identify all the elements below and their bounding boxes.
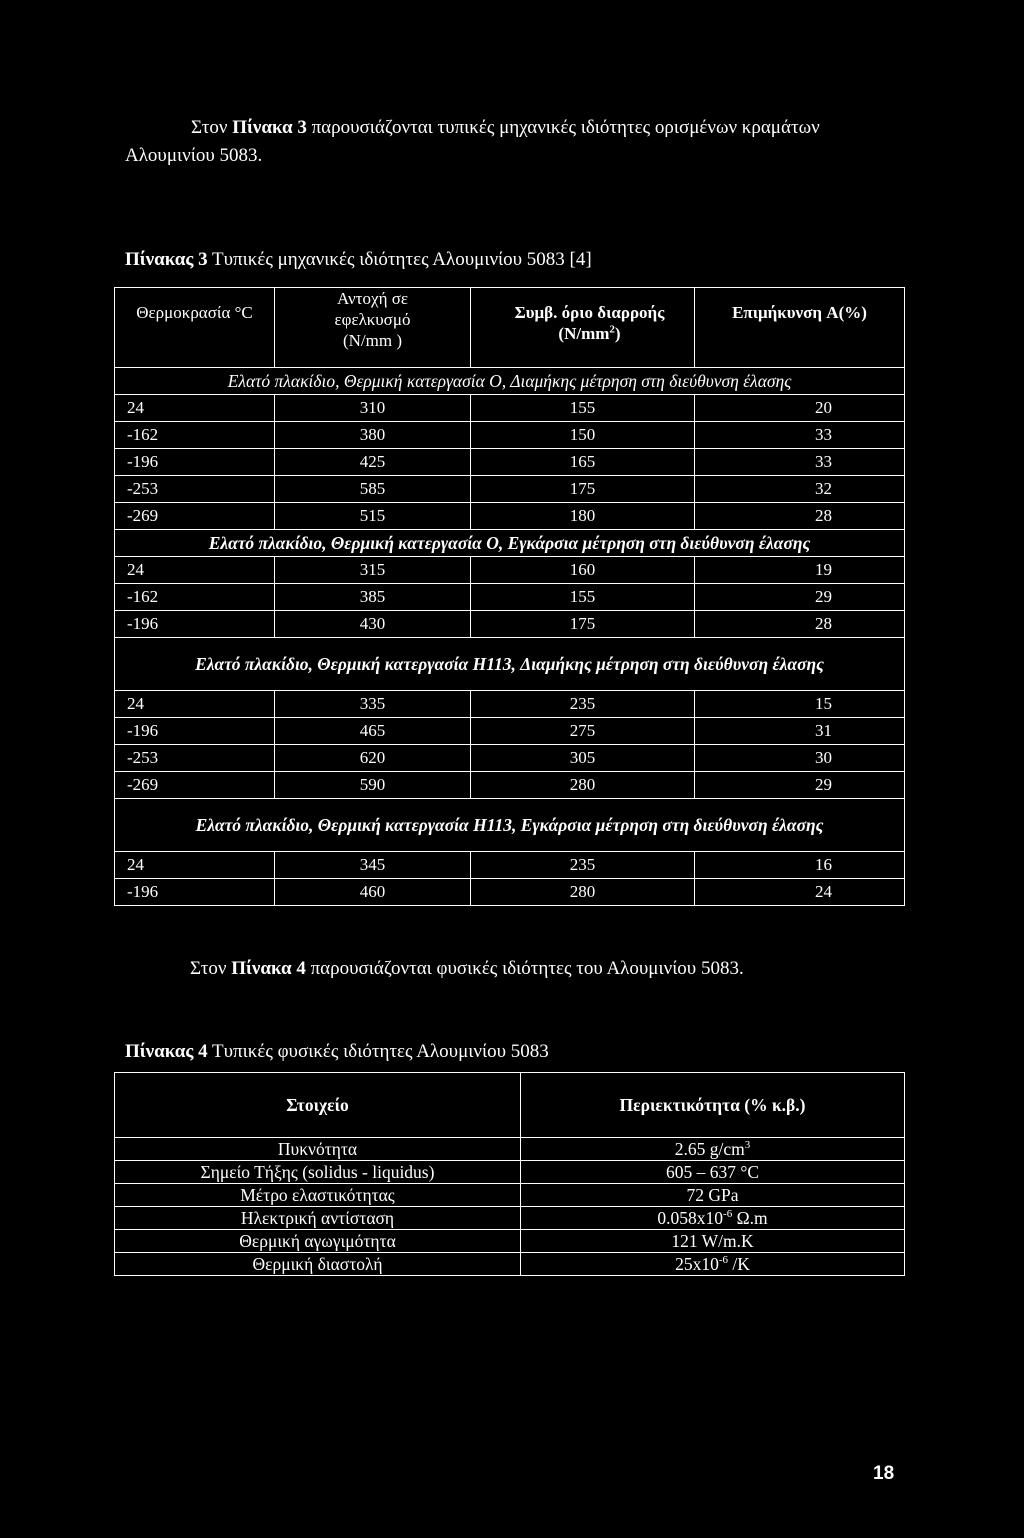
tensile-cell: 385 — [275, 584, 471, 611]
table-row — [115, 395, 905, 422]
yield-cell: 275 — [471, 718, 695, 745]
table4-caption-label: Πίνακας 4 — [125, 1041, 208, 1062]
header-element — [115, 1073, 521, 1138]
section-header-row — [115, 530, 905, 557]
elongation-cell: 33 — [695, 422, 905, 449]
header-yield-suffix: ) — [614, 324, 621, 343]
elongation-cell: 30 — [695, 745, 905, 772]
tensile-cell: 515 — [275, 503, 471, 530]
temperature-cell: -162 — [115, 584, 275, 611]
property-name-cell: Σημείο Τήξης (solidus - liquidus) — [115, 1161, 521, 1184]
temperature-cell: 24 — [115, 557, 275, 584]
table4-caption — [125, 1040, 549, 1064]
yield-cell: 155 — [471, 395, 695, 422]
property-value-exponent: -6 — [718, 1254, 729, 1267]
table-row — [115, 503, 905, 530]
table-row — [115, 584, 905, 611]
property-value: 25x10 — [675, 1254, 719, 1274]
temperature-cell: 24 — [115, 395, 275, 422]
property-value-cell — [521, 1207, 905, 1230]
yield-cell: 175 — [471, 611, 695, 638]
section-title: Ελατό πλακίδιο, Θερμική κατεργασία Ο, Εγκάρσια μέτρηση στη διεύθυνση έλασης — [115, 530, 905, 557]
tensile-cell: 425 — [275, 449, 471, 476]
yield-cell: 155 — [471, 584, 695, 611]
yield-cell: 165 — [471, 449, 695, 476]
property-name-cell: Θερμική αγωγιμότητα — [115, 1230, 521, 1253]
yield-cell: 280 — [471, 879, 695, 906]
temperature-cell: 24 — [115, 691, 275, 718]
section-title: Ελατό πλακίδιο, Θερμική κατεργασία Ο, Διαμήκης μέτρηση στη διεύθυνση έλασης — [115, 368, 905, 395]
table-row — [115, 1230, 905, 1253]
tensile-cell: 335 — [275, 691, 471, 718]
tensile-cell: 590 — [275, 772, 471, 799]
intro-paragraph-table3 — [125, 114, 905, 170]
intro3-suffix: παρουσιάζονται τυπικές μηχανικές ιδιότητες ορισμένων κραμάτων Αλουμινίου 5083. — [125, 117, 820, 166]
temperature-cell: -269 — [115, 503, 275, 530]
section-title: Ελατό πλακίδιο, Θερμική κατεργασία H113, Εγκάρσια μέτρηση στη διεύθυνση έλασης — [115, 799, 905, 852]
table-row — [115, 879, 905, 906]
header-element-text: Στοιχείο — [286, 1094, 349, 1115]
table3-caption — [125, 248, 592, 272]
elongation-cell: 16 — [695, 852, 905, 879]
yield-cell: 305 — [471, 745, 695, 772]
property-value-exponent: 3 — [744, 1139, 751, 1152]
table-row — [115, 1138, 905, 1161]
temperature-cell: -196 — [115, 718, 275, 745]
yield-cell: 160 — [471, 557, 695, 584]
intro-paragraph-table4 — [190, 955, 970, 983]
elongation-cell: 28 — [695, 611, 905, 638]
elongation-cell: 29 — [695, 772, 905, 799]
table-row — [115, 718, 905, 745]
property-name-cell: Ηλεκτρική αντίσταση — [115, 1207, 521, 1230]
yield-cell: 235 — [471, 691, 695, 718]
table-row — [115, 852, 905, 879]
yield-cell: 150 — [471, 422, 695, 449]
tensile-cell: 585 — [275, 476, 471, 503]
elongation-cell: 29 — [695, 584, 905, 611]
temperature-cell: -269 — [115, 772, 275, 799]
temperature-cell: 24 — [115, 852, 275, 879]
header-temperature: Θερμοκρασία °C — [115, 288, 275, 368]
table3-caption-label: Πίνακας 3 — [125, 249, 208, 270]
elongation-cell: 31 — [695, 718, 905, 745]
tensile-cell: 345 — [275, 852, 471, 879]
property-value-cell — [521, 1184, 905, 1207]
property-name-cell: Πυκνότητα — [115, 1138, 521, 1161]
temperature-cell: -162 — [115, 422, 275, 449]
header-elongation: Επιμήκυνση A(%) — [695, 288, 905, 368]
table-row — [115, 772, 905, 799]
table-row — [115, 422, 905, 449]
yield-cell: 235 — [471, 852, 695, 879]
yield-cell: 180 — [471, 503, 695, 530]
temperature-cell: -253 — [115, 745, 275, 772]
yield-cell: 280 — [471, 772, 695, 799]
elongation-cell: 15 — [695, 691, 905, 718]
temperature-cell: -196 — [115, 611, 275, 638]
temperature-cell: -196 — [115, 879, 275, 906]
elongation-cell: 32 — [695, 476, 905, 503]
table-row — [115, 1253, 905, 1276]
elongation-cell: 20 — [695, 395, 905, 422]
elongation-cell: 24 — [695, 879, 905, 906]
header-yield-sup: 2 — [609, 323, 615, 336]
elongation-cell: 33 — [695, 449, 905, 476]
section-header-row — [115, 368, 905, 395]
table-row — [115, 557, 905, 584]
table-row — [115, 691, 905, 718]
section-title: Ελατό πλακίδιο, Θερμική κατεργασία H113, Διαμήκης μέτρηση στη διεύθυνση έλασης — [115, 638, 905, 691]
tensile-cell: 465 — [275, 718, 471, 745]
elongation-cell: 19 — [695, 557, 905, 584]
elongation-cell: 28 — [695, 503, 905, 530]
physical-properties-table — [114, 1072, 905, 1276]
header-tensile-strength: Αντοχή σε εφελκυσμό (N/mm ) — [275, 288, 471, 368]
table3-body — [115, 368, 905, 906]
temperature-cell: -253 — [115, 476, 275, 503]
table-row — [115, 476, 905, 503]
table-row — [115, 1184, 905, 1207]
property-name-cell: Θερμική διαστολή — [115, 1253, 521, 1276]
property-value: 121 W/m.K — [671, 1231, 754, 1251]
section-header-row — [115, 799, 905, 852]
intro3-bold-ref: Πίνακα 3 — [232, 117, 307, 138]
property-value-exponent: -6 — [723, 1208, 733, 1221]
tensile-cell: 310 — [275, 395, 471, 422]
header-yield-strength — [471, 288, 695, 368]
property-value-unit: Ω.m — [732, 1208, 768, 1228]
intro4-prefix: Στον — [190, 958, 232, 979]
tensile-cell: 460 — [275, 879, 471, 906]
tensile-cell: 315 — [275, 557, 471, 584]
intro4-suffix: παρουσιάζονται φυσικές ιδιότητες του Αλουμινίου 5083. — [305, 958, 744, 979]
table-row — [115, 449, 905, 476]
section-header-row — [115, 638, 905, 691]
property-value-unit: /K — [728, 1254, 750, 1274]
tensile-cell: 620 — [275, 745, 471, 772]
property-value-cell — [521, 1230, 905, 1253]
table3-caption-text: Τυπικές μηχανικές ιδιότητες Αλουμινίου 5083 [4] — [207, 249, 592, 270]
property-name-cell: Μέτρο ελαστικότητας — [115, 1184, 521, 1207]
property-value-cell — [521, 1161, 905, 1184]
table-row — [115, 1161, 905, 1184]
table4-body — [115, 1138, 905, 1276]
tensile-cell: 380 — [275, 422, 471, 449]
intro3-prefix: Στον — [191, 117, 233, 138]
property-value: 0.058x10 — [657, 1208, 724, 1228]
table-row — [115, 1207, 905, 1230]
header-content: Περιεκτικότητα (% κ.β.) — [521, 1073, 905, 1138]
table-row — [115, 611, 905, 638]
property-value-cell — [521, 1138, 905, 1161]
property-value: 2.65 g/cm — [674, 1139, 745, 1159]
header-yield-text: Συμβ. όριο διαρροής (N/mm — [514, 303, 665, 343]
property-value: 72 GPa — [686, 1185, 739, 1205]
mechanical-properties-table — [114, 287, 905, 906]
property-value: 605 – 637 °C — [665, 1162, 760, 1182]
table4-caption-text: Τυπικές φυσικές ιδιότητες Αλουμινίου 5083 — [207, 1041, 549, 1062]
property-value-cell — [521, 1253, 905, 1276]
intro4-bold-ref: Πίνακα 4 — [231, 958, 306, 979]
tensile-cell: 430 — [275, 611, 471, 638]
page-number: 18 — [873, 1463, 895, 1484]
yield-cell: 175 — [471, 476, 695, 503]
table-row — [115, 745, 905, 772]
temperature-cell: -196 — [115, 449, 275, 476]
